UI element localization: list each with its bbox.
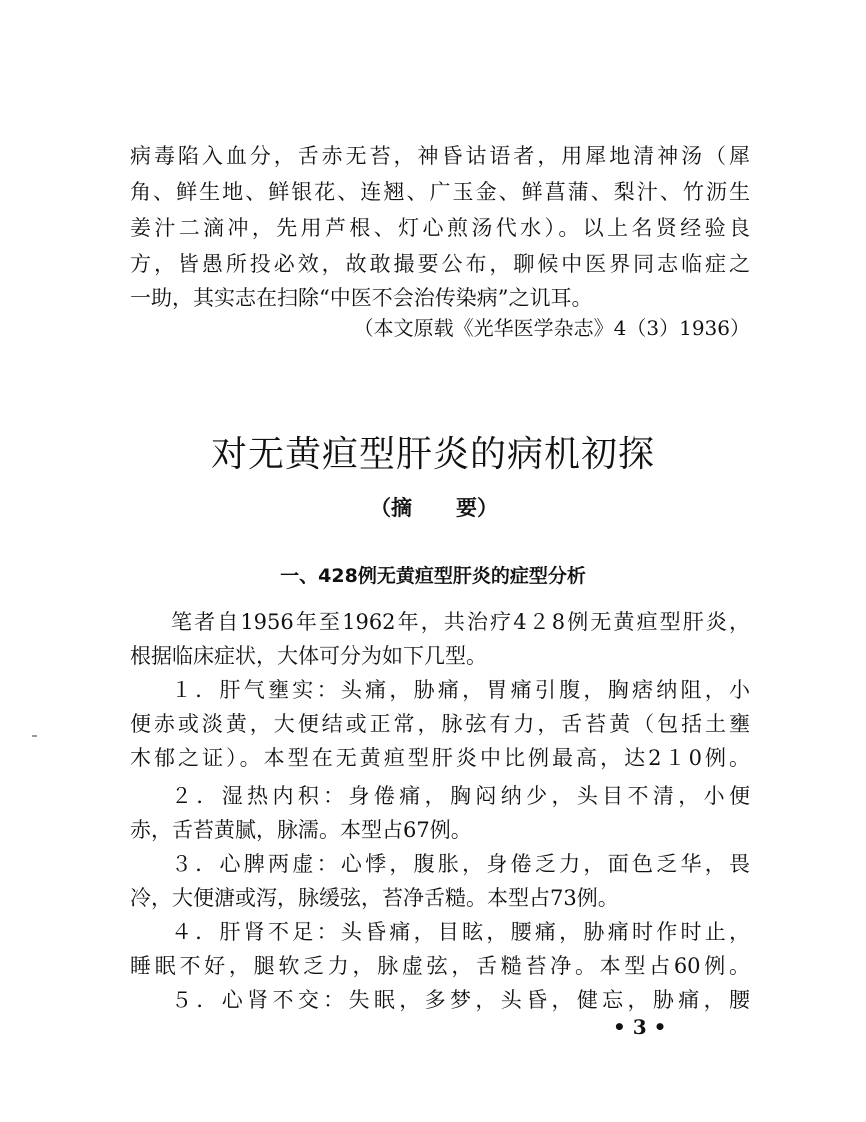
section-heading: 一、428例无黄疸型肝炎的症型分析 (280, 565, 586, 587)
scan-speck (32, 735, 37, 737)
body-line-4: 便赤或淡黄，大便结或正常，脉弦有力，舌苔黄（包括土壅 (130, 712, 750, 736)
body-line-1: 笔者自1956年至1962年，共治疗4２8例无黄疸型肝炎， (171, 610, 750, 634)
source-citation: （本文原载《光华医学杂志》4（3）1936） (353, 316, 750, 340)
intro-line-4: 方，皆愚所投必效，故敢撮要公布，聊候中医界同志临症之 (130, 252, 750, 276)
subtitle-left: （摘 (370, 495, 412, 520)
article-title: 对无黄疸型肝炎的病机初探 (210, 434, 655, 475)
body-line-7: 赤，舌苔黄腻，脉濡。本型占67例。 (130, 818, 472, 842)
intro-line-5: 一助，其实志在扫除“中医不会治传染病”之讥耳。 (130, 286, 593, 310)
body-line-10: ４．肝肾不足：头昏痛，目眩，腰痛，胁痛时作时止， (171, 920, 750, 944)
body-line-3: １．肝气壅实：头痛，胁痛，胃痛引腹，胸痞纳阻，小 (171, 678, 750, 702)
intro-line-1: 病毒陷入血分，舌赤无苔，神昏诂语者，用犀地清神汤（犀 (130, 144, 750, 168)
body-line-2: 根据临床症状，大体可分为如下几型。 (130, 644, 487, 668)
body-line-9: 冷，大便溏或泻，脉缓弦，苔净舌糙。本型占73例。 (130, 886, 619, 910)
article-subtitle (370, 494, 498, 522)
intro-line-3: 姜汁二滴冲，先用芦根、灯心煎汤代水）。以上名贤经验良 (130, 216, 750, 240)
subtitle-right: 要） (456, 495, 498, 520)
body-line-11: 睡眠不好，腿软乏力，脉虚弦，舌糙苔净。本型占60例。 (130, 954, 750, 978)
body-line-12: ５．心肾不交：失眠，多梦，头昏，健忘，胁痛，腰 (171, 988, 750, 1012)
body-line-6: ２．湿热内积：身倦痛，胸闷纳少，头目不清，小便 (171, 784, 750, 808)
intro-line-2: 角、鲜生地、鲜银花、连翘、广玉金、鲜菖蒲、梨汁、竹沥生 (130, 180, 750, 204)
body-line-5: 木郁之证）。本型在无黄疸型肝炎中比例最高，达2１0例。 (130, 746, 750, 770)
page-number: • 3 • (613, 1015, 667, 1039)
body-line-8: ３．心脾两虚：心悸，腹胀，身倦乏力，面色乏华，畏 (171, 852, 750, 876)
